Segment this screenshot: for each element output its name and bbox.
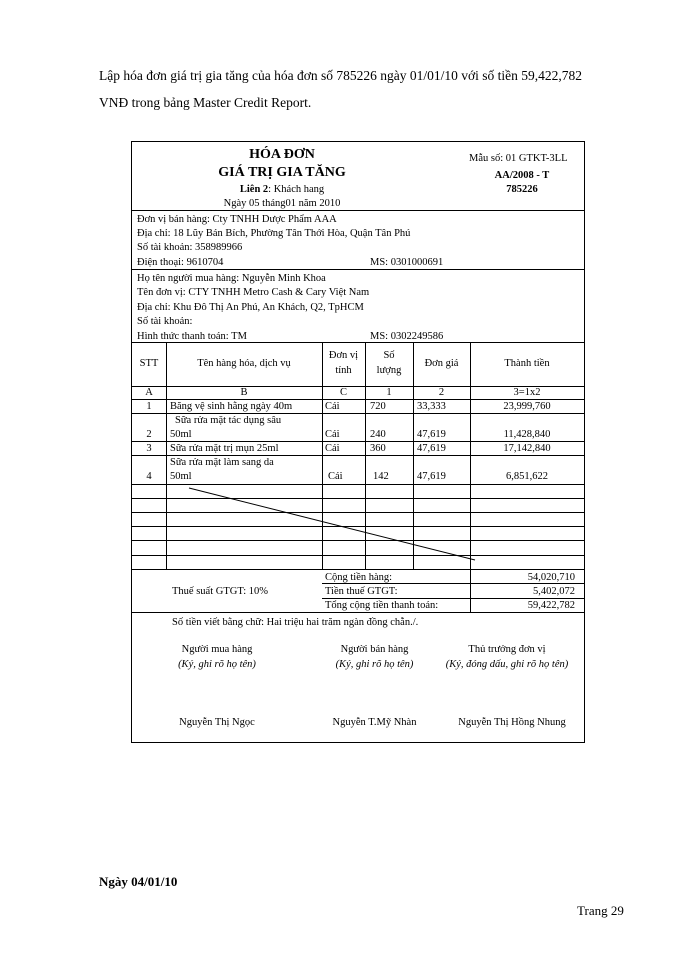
item-stt: 2 [146,429,152,440]
code-unit: C [339,387,347,398]
item-name: Sữa rửa mặt tác dụng sâu [175,415,282,426]
item-unit: Cái [325,443,340,454]
item-stt: 3 [146,443,152,454]
signature-role: Thủ trưởng đơn vị [468,644,546,655]
intro-paragraph: Lập hóa đơn giá trị gia tăng của hóa đơn số 785226 ngày 01/01/10 với số tiền 59,422,782 VNĐ trong bảng Master Credit Report. [99,68,582,110]
header-qty: Số [383,350,395,361]
header-qty: lượng [376,365,402,376]
signature-name: Nguyễn T.Mỹ Nhàn [332,717,417,728]
signature-role: Người bán hàng [340,644,409,655]
signature-name: Nguyễn Thị Hồng Nhung [458,717,566,728]
item-qty: 360 [370,443,386,454]
buyer-account: Số tài khoản: [137,316,193,327]
item-price: 33,333 [417,401,446,412]
subtotal-label: Cộng tiền hàng: [325,572,393,583]
item-name: 50ml [170,471,192,482]
header-stt: STT [139,358,159,369]
item-name: Sữa rửa mặt trị mụn 25ml [170,443,279,454]
code-price: 2 [438,387,445,398]
copy-label-value: : Khách hang [268,184,325,195]
code-stt: A [145,387,153,398]
item-qty: 240 [370,429,386,440]
item-name: Băng vệ sinh hằng ngày 40m [170,401,293,412]
vat-value: 5,402,072 [533,586,575,597]
item-name: Sữa rửa mặt làm sang da [170,457,274,468]
item-amount: 6,851,622 [506,471,548,482]
item-price: 47,619 [417,429,446,440]
header-price: Đơn giá [424,358,459,369]
strike-line [189,488,475,560]
seller-account: Số tài khoản: 358989966 [137,242,243,253]
buyer-payment: Hình thức thanh toán: TM [137,331,247,342]
code-name: B [240,387,248,398]
invoice-date: Ngày 05 tháng01 năm 2010 [223,198,341,209]
code-amount: 3=1x2 [513,387,541,398]
signature-note: (Ký, ghi rõ họ tên) [178,659,256,670]
invoice-subtitle: GIÁ TRỊ GIA TĂNG [218,165,346,180]
item-amount: 11,428,840 [503,429,551,440]
page-number: Trang 29 [577,903,624,918]
item-unit: Cái [325,401,340,412]
seller-phone: Điện thoại: 9610704 [137,257,224,268]
item-amount: 17,142,840 [503,443,551,454]
item-amount: 23,999,760 [503,401,551,412]
subtotal-value: 54,020,710 [527,572,575,583]
form-number: Mẫu số: 01 GTKT-3LL [469,153,568,164]
item-price: 47,619 [417,471,446,482]
invoice-number: 785226 [506,184,538,195]
signature-name: Nguyễn Thị Ngọc [179,717,255,728]
header-name: Tên hàng hóa, dịch vụ [197,358,291,369]
item-price: 47,619 [417,443,446,454]
item-qty: 142 [373,471,389,482]
invoice-title: HÓA ĐƠN [249,147,315,162]
item-name: 50ml [170,429,192,440]
code-qty: 1 [386,387,392,398]
invoice-series: AA/2008 - T [494,170,550,181]
item-stt: 1 [146,401,152,412]
seller-address: Địa chỉ: 18 Lũy Bán Bích, Phường Tân Thới Hòa, Quận Tân Phú [137,228,411,239]
grand-total-value: 59,422,782 [527,600,575,611]
vat-invoice [131,141,585,743]
buyer-name: Họ tên người mua hàng: Nguyễn Minh Khoa [137,273,326,284]
copy-label-bold: Liên 2 [239,184,269,195]
item-unit: Cái [325,429,340,440]
signature-note: (Ký, đóng dấu, ghi rõ họ tên) [445,659,569,670]
buyer-address: Địa chỉ: Khu Đô Thị An Phú, An Khách, Q2, TpHCM [137,302,364,313]
header-unit: Đơn vị [328,350,359,361]
item-qty: 720 [370,401,386,412]
buyer-tax-code: MS: 0302249586 [370,331,444,342]
footer-date: Ngày 04/01/10 [99,874,178,889]
seller-name: Đơn vị bán hàng: Cty TNHH Dược Phẩm AAA [137,214,337,225]
item-stt: 4 [146,471,152,482]
item-unit: Cái [328,471,343,482]
vat-label: Tiền thuế GTGT: [325,586,398,597]
vat-rate: Thuế suất GTGT: 10% [172,586,268,597]
signature-role: Người mua hàng [181,644,253,655]
header-unit: tính [335,365,352,376]
seller-tax-code: MS: 0301000691 [370,257,444,268]
grand-total-label: Tổng cộng tiền thanh toán: [325,600,439,611]
amount-in-words: Số tiền viết bằng chữ: Hai triệu hai trăm ngàn đồng chẵn./. [172,617,419,628]
buyer-unit: Tên đơn vị: CTY TNHH Metro Cash & Cary Việt Nam [137,287,370,298]
header-amount: Thành tiền [504,358,550,369]
signature-note: (Ký, ghi rõ họ tên) [335,659,414,670]
